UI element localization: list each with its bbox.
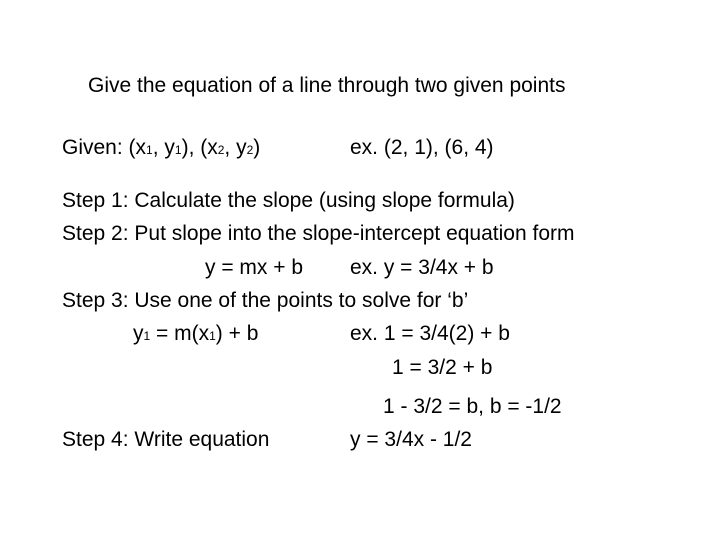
subscript: 2 — [217, 143, 225, 157]
solve-b-formula — [133, 322, 258, 348]
given-points — [62, 136, 260, 162]
given-text: , y — [152, 136, 175, 159]
subscript: 1 — [174, 143, 182, 157]
given-example: ex. (2, 1), (6, 4) — [350, 136, 494, 159]
slope-intercept-form: y = mx + b — [205, 256, 304, 279]
solve-example-2: 1 = 3/2 + b — [392, 356, 493, 379]
subscript: 1 — [143, 329, 151, 343]
given-label: Given: (x — [62, 136, 147, 159]
page-title: Give the equation of a line through two given points — [88, 74, 566, 97]
solve-example-3: 1 - 3/2 = b, b = -1/2 — [383, 395, 562, 418]
step-1: Step 1: Calculate the slope (using slope formula) — [62, 189, 515, 212]
form-example: ex. y = 3/4x + b — [350, 256, 494, 279]
given-text: , y — [224, 136, 247, 159]
formula-text: y — [133, 322, 144, 345]
given-text: ), (x — [181, 136, 218, 159]
step-4: Step 4: Write equation — [62, 428, 270, 451]
subscript: 1 — [209, 329, 216, 343]
solve-example-1: ex. 1 = 3/4(2) + b — [350, 322, 510, 345]
subscript: 2 — [246, 143, 254, 157]
step-3: Step 3: Use one of the points to solve for ‘b’ — [62, 289, 469, 312]
formula-text: = m(x — [150, 322, 210, 345]
final-equation: y = 3/4x - 1/2 — [350, 428, 472, 451]
given-text: ) — [253, 136, 261, 159]
formula-text: ) + b — [215, 322, 259, 345]
subscript: 1 — [146, 143, 153, 157]
step-2: Step 2: Put slope into the slope-intercept equation form — [62, 222, 575, 245]
